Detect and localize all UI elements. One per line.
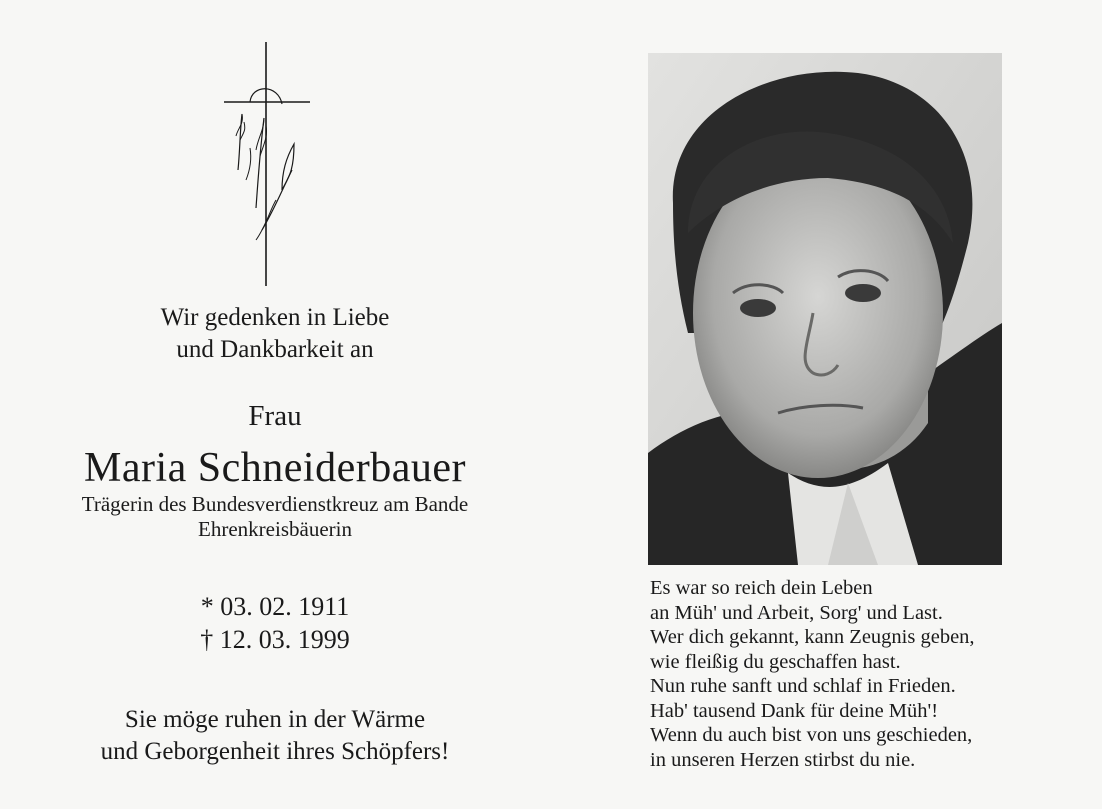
portrait-photo xyxy=(648,53,1002,565)
poem-line: Es war so reich dein Leben xyxy=(650,577,873,599)
honor-line: Ehrenkreisbäuerin xyxy=(198,517,352,541)
intro-line: Wir gedenken in Liebe xyxy=(160,304,390,331)
poem-line: Wenn du auch bist von uns geschieden, xyxy=(650,724,973,746)
closing-text xyxy=(40,704,510,768)
honors-text xyxy=(40,492,510,542)
poem-line: an Müh' und Arbeit, Sorg' und Last. xyxy=(650,601,943,624)
poem-line: in unseren Herzen stirbst du nie. xyxy=(650,748,916,771)
deceased-name: Maria Schneiderbauer xyxy=(84,445,466,491)
poem-line: Nun ruhe sanft und schlaf in Frieden. xyxy=(650,675,956,697)
intro-line: und Dankbarkeit an xyxy=(176,336,374,363)
death-date: † 12. 03. 1999 xyxy=(200,625,350,654)
portrait-illustration xyxy=(648,53,1002,565)
poem xyxy=(650,576,1070,772)
birth-date: * 03. 02. 1911 xyxy=(200,592,350,621)
poem-line: Wer dich gekannt, kann Zeugnis geben, xyxy=(650,626,975,648)
salutation: Frau xyxy=(248,400,302,432)
closing-line: und Geborgenheit ihres Schöpfers! xyxy=(100,738,450,765)
cross-with-wheat-icon xyxy=(216,40,316,290)
closing-line: Sie möge ruhen in der Wärme xyxy=(124,706,426,733)
honor-line: Trägerin des Bundesverdienstkreuz am Bande xyxy=(81,492,469,516)
poem-line: Hab' tausend Dank für deine Müh'! xyxy=(650,699,939,722)
life-dates xyxy=(40,590,510,656)
intro-text xyxy=(40,302,510,366)
poem-line: wie fleißig du geschaffen hast. xyxy=(650,650,901,673)
